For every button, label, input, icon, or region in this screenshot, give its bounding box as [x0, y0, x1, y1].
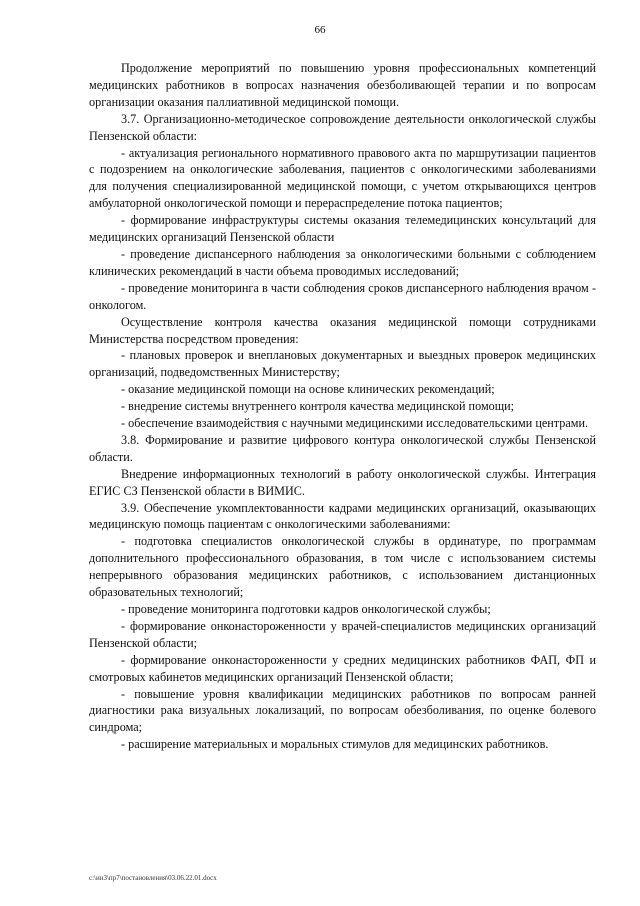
page-number: 66 — [314, 24, 326, 36]
document-body — [89, 60, 596, 753]
list-item-staff-monitoring: - проведение мониторинга подготовки кадров онкологической службы; — [121, 602, 491, 616]
list-item-research-centers: - обеспечение взаимодействия с научными медицинскими исследовательскими центрами. — [121, 416, 589, 431]
list-item-telemedicine: - формирование инфраструктуры системы оказания телемедицинских консультаций для медицинских организаций Пензенской области — [89, 213, 596, 245]
list-item-routing: - актуализация регионального нормативного правового акта по маршрутизации пациентов с подозрением на онкологические заболевания, пациентов с онкологическими заболеваниями для получения специализированной медицинской помощи, с учетом открывающихся центров амбулаторной онкологической помощи и перераспределение потока пациентов; — [89, 145, 596, 211]
list-item-inspections: - плановых проверок и внеплановых документарных и выездных проверок медицинских организаций, подведомственных Министерству; — [89, 348, 596, 380]
list-item-residency-training: - подготовка специалистов онкологической службы в ординатуре, по программам дополнительного профессионального образования, в том числе с использованием системы непрерывного образования медицинских работников, с использованием дистанционных образовательных технологий; — [89, 534, 596, 600]
list-item-incentives: - расширение материальных и моральных стимулов для медицинских работников. — [121, 737, 549, 752]
list-item-physician-alertness: - формирование онконастороженности у врачей-специалистов медицинских организаций Пензенской области; — [89, 618, 596, 650]
list-item-monitoring: - проведение мониторинга в части соблюдения сроков диспансерного наблюдения врачом - онкологом. — [89, 280, 596, 312]
paragraph-quality-control: Осуществление контроля качества оказания медицинской помощи сотрудниками Министерства посредством проведения: — [89, 314, 596, 346]
paragraph-palliative-care: Продолжение мероприятий по повышению уровня профессиональных компетенций медицинских работников в вопросах назначения обезболивающей терапии и по вопросам организации оказания паллиативной медицинской помощи. — [89, 61, 596, 109]
list-item-dispensary-observation: - проведение диспансерного наблюдения за онкологическими больными с соблюдением клинических рекомендаций в части объема проводимых исследований; — [89, 246, 596, 278]
paragraph-section-3-9: 3.9. Обеспечение укомплектованности кадрами медицинских организаций, оказывающих медицинскую помощь пациентам с онкологическими заболеваниями: — [89, 500, 596, 532]
list-item-internal-control: - внедрение системы внутреннего контроля качества медицинской помощи; — [121, 399, 515, 414]
paragraph-it-integration: Внедрение информационных технологий в работу онкологической службы. Интеграция ЕГИС СЗ Пензенской области в ВИМИС. — [89, 466, 596, 498]
list-item-nurse-alertness: - формирование онконастороженности у средних медицинских работников ФАП, ФП и смотровых кабинетов медицинских организаций Пензенской области; — [89, 652, 596, 684]
paragraph-section-3-8: 3.8. Формирование и развитие цифрового контура онкологической службы Пензенской области. — [89, 432, 596, 464]
list-item-qualification: - повышение уровня квалификации медицинских работников по вопросам ранней диагностики рака визуальных локализаций, по вопросам обезболивания, по оценке болевого синдрома; — [89, 686, 596, 735]
file-path-footer: c:\ин3\пр7\постановления\03.06.22.01.docx — [89, 874, 217, 882]
paragraph-section-3-7: 3.7. Организационно-методическое сопровождение деятельности онкологической службы Пензенской области: — [89, 111, 596, 143]
list-item-clinical-guidelines: - оказание медицинской помощи на основе клинических рекомендаций; — [121, 382, 495, 397]
